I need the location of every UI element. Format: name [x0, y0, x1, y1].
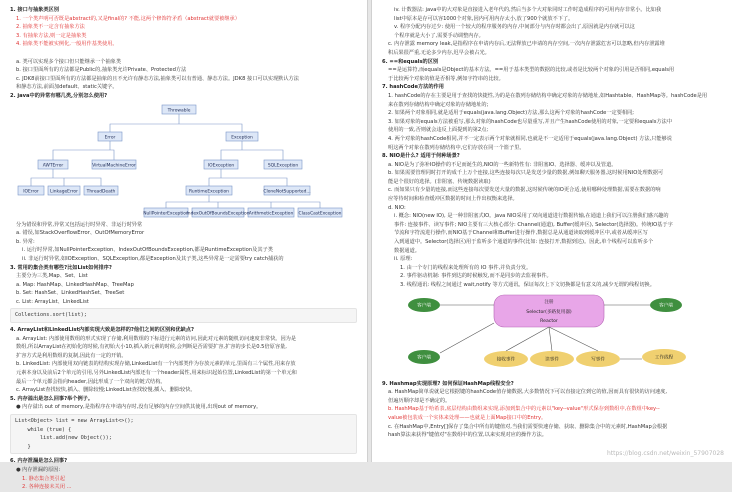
heading: 3. 常用的集合类有哪些?比如List如何排序?: [10, 264, 112, 271]
heading: 7. hashCode方法的作用: [382, 84, 444, 91]
section-interface-vs-abstract: [10, 6, 357, 101]
svg-text:客户端: 客户端: [417, 303, 431, 309]
text-line: ii. 原理:: [394, 256, 413, 263]
svg-text:AWTError: AWTError: [42, 163, 64, 169]
text-line: b. LinkedList: 内部使用双向链表的结构实现存储,LinkedList有一个内部类作为存放元素的单元,里面有三个属性,用来存放: [16, 361, 296, 368]
svg-text:Reactor: Reactor: [540, 318, 558, 324]
heading: 6. ==和equals的区别: [382, 58, 439, 65]
text-line: i. 运行时异常,如NullPointerException、IndexOutOfBoundsException,都是RuntimeException及其子类: [22, 247, 273, 254]
svg-text:CloneNotSupported...: CloneNotSupported...: [263, 189, 311, 195]
text-line: 分为错误和异常,异常又包括运行时异常、非运行时异常: [16, 221, 143, 228]
svg-text:注册: 注册: [544, 299, 554, 305]
text-line: a. ArrayList: 内部使用数组的形式实现了存储,利用数组的下标进行元素的访问,因此对元素的随机访问速度非常快。因为是: [16, 335, 297, 342]
code-line: while (true) {: [15, 426, 72, 433]
text-line: 应等待时间和检查缓冲区数据的时间上作出权衡来选择。: [388, 196, 518, 203]
code-block-oom: [10, 414, 357, 454]
svg-text:Selector(多路复用器): Selector(多路复用器): [526, 309, 572, 315]
label-throwable: Throwable: [167, 108, 191, 114]
svg-text:IOException: IOException: [207, 163, 235, 169]
text-line: 数组,所以ArrayList在初始化的时候,有初始大小10,插入新元素的时候,会判断是否需要扩容,扩容的步长是0.5倍原容量,: [16, 344, 287, 351]
svg-text:NullPointerException: NullPointerException: [143, 211, 189, 217]
text-line: 入到通道中。Selector(选择区)用于监听多个通道的事件(比如: 连接打开,数据到达)。因此,单个线程可以监听多个: [394, 239, 654, 246]
text-line: d. NIO:: [388, 204, 406, 211]
text-line: c. 而如果只有少量的连接,而这些连接每次要发送大量的数据,这时候传统的IO更合适,使用哪种处理数据,需要在数据的响: [388, 187, 661, 194]
section-hashmap: [382, 380, 722, 440]
nio-reactor-diagram: [402, 291, 702, 379]
text-line: 但遍历顺序却是不确定的。: [388, 397, 451, 404]
text-line: a. HashMap简单说就是它根据键的hashCode值存储数据,大多数情况下可以直接定位到它的值,因而具有很快的访问速度,: [388, 389, 668, 396]
text-line: 元素本身以及前后2个单元的引用,另外LinkedList内部还有一个header属性,用来标识起始位置,LinkedList的第一个单元和: [16, 370, 297, 377]
section-exceptions-collections: [10, 221, 357, 307]
text-line: 于比较两个对象的值是否相等,例如字符串的比较。: [388, 75, 504, 82]
text-line: b. HashMap基于哈希表,底层结构由数组来实现,添加到集合中的元素以"key--value"形式保存到数组中,在数组中key--: [388, 406, 660, 413]
text-line: 个程序就是大小了,需要手动调整内存。: [394, 32, 484, 39]
text-line: 主要分为三类,Map、Set、List: [16, 273, 88, 280]
text-line: value被包装成一个实体来处理——也就是上面Map接口中的Entry。: [388, 414, 547, 421]
text-line: 使用的一致,否则就会违反上面提到的第2点;: [388, 127, 489, 134]
text-line: 数据通道。: [394, 247, 420, 254]
text-line: 明这两个对象在散列存储结构中,它们存放在同一个篮子里。: [388, 144, 525, 151]
exception-hierarchy-diagram: [16, 102, 362, 220]
text-line: [10, 49, 357, 58]
text-line: 最后一个单元都会指向header,因此形成了一个双向的链式结构。: [16, 378, 166, 385]
svg-text:Error: Error: [104, 135, 116, 141]
text-line: ● 内存溢出 out of memory,是指程序在申请内存时,没有足够的内存空间供其使用,出现out of memory。: [16, 404, 262, 411]
text-line: 1. hashCode的存在主要是用于查找的快捷性,为的是在散列存储结构中确定对象的存储地址,如Hashtable、HashMap等。hashCode是用: [388, 92, 708, 99]
section-equals-hashcode-nio: [382, 6, 722, 290]
code-block-sort: [10, 308, 357, 323]
text-line: b. 异常:: [16, 238, 35, 245]
text-line: hash算法来获得"键值对"在数组中的位置,以来实现对应的操作方法。: [388, 432, 547, 439]
svg-text:IOError: IOError: [23, 189, 39, 195]
text-line: 能是个很好的选择。(非阻塞、传统数据读取): [388, 178, 491, 185]
text-line: 积后果很严重,无论多少内存,迟早会被占光。: [388, 49, 490, 56]
text-line: 2. 各种连接未关闭 ...: [22, 484, 72, 491]
section-memory-leak: [10, 457, 357, 491]
text-line: ● 内存泄漏的原因:: [16, 466, 61, 473]
svg-text:RuntimeException: RuntimeException: [189, 189, 229, 195]
text-line: b. 接口里面所有的方法都是Public的,抽象类允许Private、Protected方法: [16, 67, 187, 74]
text-line: c. 内存泄露 memory leak,是指程序在申请内存后,无法释放已申请的内存空间,一次内存泄露危害可以忽略,但内存泄露堆: [388, 41, 665, 48]
heading: 5. 内存溢出是怎么回事?举个例子。: [10, 395, 94, 402]
svg-text:IndexOutOfBoundsException: IndexOutOfBoundsException: [186, 211, 250, 217]
svg-text:ArithmeticException: ArithmeticException: [248, 211, 294, 217]
document-page-right: [371, 0, 732, 462]
text-line: b. Set: HashSet、LinkedHashSet、TreeSet: [16, 290, 125, 297]
text-line: 来在散列存储结构中确定对象的存储地址的;: [388, 101, 489, 108]
text-line: 4. 抽象类不能被实例化,一般用作基类使用。: [16, 41, 118, 48]
heading: 4. ArrayList和LinkedList内部实现大致是怎样的?他们之间的区别和优缺点?: [10, 327, 195, 334]
text-line: ii. 非运行时异常,如IOException、SQLException,都是Exception及其子类,这些异常是一定需要try catch捕获的: [22, 255, 284, 262]
text-line: c. ArrayList查找较快,插入、删除较慢;LinkedList查找较慢,插入、删除较快。: [16, 387, 196, 394]
text-line: 和静态方法,前面加default、static关键字。: [16, 84, 118, 91]
text-line: 2. 如果两个对象相同,就是适用于equals(java.lang.Object)方法,那么这两个对象的hashCode一定要相同;: [388, 110, 635, 117]
text-line: 1. 由一个专门的线程来处理所有的 IO 事件,并负责分发。: [400, 264, 532, 271]
text-line: a. 类可以实现多个接口但只能继承一个抽象类: [16, 58, 122, 65]
text-line: 3. 有抽象方法,则一定是抽象类: [16, 32, 87, 39]
svg-text:读事件: 读事件: [545, 357, 559, 363]
text-line: 扩容方式是利用数组的复制,因此有一定的开销。: [16, 352, 127, 359]
text-line: 4. 两个对象的hashCode相同,并不一定表示两个对象就相同,也就是不一定适用于equals(java.lang.Object) 方法,只能够说: [388, 135, 672, 142]
text-line: a. NIO是为了弥补IO操作的不足而诞生的,NIO的一些新特性有: 非阻塞IO、选择器、缓冲以及管道。: [388, 161, 617, 168]
text-line: 1. 一个类声明可否既是abstract的,又是final的? 不能,这两个修饰符矛盾（abstract就要被继承）: [16, 15, 240, 22]
text-line: 2. 抽象类不一定含有抽象方法: [16, 24, 85, 31]
text-line: c. 在HashMap中,Entry[]保存了集合中所有的键值对,当我们需要快速存储、获取、删除集合中的元素时,HashMap会根据: [388, 423, 668, 430]
heading: 6. 内存泄漏是怎么回事?: [10, 458, 68, 465]
text-line: i. 概念: NIO(new IO), 是一种非阻塞式IO。java NIO采用了双向通道进行数据传输,在通道上我们可以注册我们感兴趣的: [394, 213, 669, 220]
svg-text:接收事件: 接收事件: [496, 357, 516, 363]
svg-text:写事件: 写事件: [591, 357, 605, 363]
text-line: 3. 如果对象的equals方法被重写,那么对象的hashCode也尽量重写,并且产生hashCode使用的对象,一定要和equals方法中: [388, 118, 672, 125]
heading: 1. 接口与抽象类区别: [10, 7, 59, 13]
svg-text:LinkageError: LinkageError: [50, 189, 78, 195]
svg-text:Exception: Exception: [231, 135, 253, 141]
code-line: List<Object> list = new ArrayList<>();: [15, 418, 134, 424]
watermark-url: https://blog.csdn.net/weixin_57907028: [606, 450, 724, 458]
text-line: a. 错误,如StackOverflowError、OutOfMemoryError: [16, 230, 145, 237]
code-line: }: [15, 443, 31, 450]
code-line: list.add(new Object());: [15, 435, 112, 442]
svg-text:工作线程: 工作线程: [654, 355, 674, 361]
text-line: list中原本是存可以容1000个对象,因内可用内存太小,放了900个就放不下了。: [394, 15, 574, 22]
section-arraylist-linkedlist: [10, 326, 357, 412]
svg-text:ClassCastException: ClassCastException: [298, 211, 342, 217]
text-line: ==是运算符,而equals是Object的基本方法。==用于基本类型的数据的比较,或者是比较两个对象的引用是否相同,equals用: [388, 67, 675, 74]
text-line: 3. 线程通讯: 线程之间通过 wait,notify 等方式通讯。保证每次上下文切换都是有意义的,减少无谓的线程切换。: [400, 282, 655, 288]
text-line: 2. 事件驱动机制: 事件到达的时候触发,而不是同步的去监视事件。: [400, 273, 552, 280]
svg-text:客户端: 客户端: [659, 303, 673, 309]
text-line: 节流和字符流进行操作,而NIO基于Channel和Buffer进行操作,数据总是从通道读取到缓冲区中,或者从缓冲区写: [394, 230, 648, 237]
text-line: a. Map: HashMap、LinkedHashMap、TreeMap: [16, 281, 134, 288]
text-line: 1. 静态集合类引起: [22, 475, 65, 482]
text-line: iv. 计数器法: java中的大对象是直接进入老年代的,然后当多个大对象同时工作时造成程序的可用内存非常小。比如我: [394, 7, 662, 13]
svg-text:客户端: 客户端: [417, 355, 431, 361]
text-line: v. 程序分配内存过少: 使用一个较大的程序服务的内存,中间部分与内存时都会出了,原因就是内存就可以这: [394, 24, 635, 31]
svg-text:VirtualMachineError: VirtualMachineError: [92, 163, 136, 169]
text-line: b. 如果需要管理同时打开的成千上万个连接,这些连接每次只是发送少量的数据,例如聊天服务器,这时候用NIO处理数据可: [388, 170, 664, 177]
code-line: Collections.sort(list);: [15, 312, 87, 319]
text-line: c. List: ArrayList、LinkedList: [16, 298, 89, 305]
heading: 8. NIO是什么? 适用于何种场景?: [382, 153, 460, 160]
text-line: c. JDK8前接口里面所有的方法都是抽象的且不允许有静态方法,抽象类可以有普通、静态方法。JDK8 接口可以实现默认方法: [16, 75, 299, 82]
heading: 2. java中的异常有哪几类,分别怎么使用?: [10, 92, 108, 99]
heading: 9. Hashmap实现原理? 如何保证HashMap线程安全?: [382, 380, 514, 387]
svg-text:ThreadDeath: ThreadDeath: [86, 189, 116, 195]
text-line: 事件: 连接事件、读写事件; NIO主要有三大核心部分: Channel(通道), Buffer(缓冲区), Selector(选择器)。传统IO基于字: [394, 221, 673, 228]
svg-text:SQLException: SQLException: [267, 163, 299, 169]
